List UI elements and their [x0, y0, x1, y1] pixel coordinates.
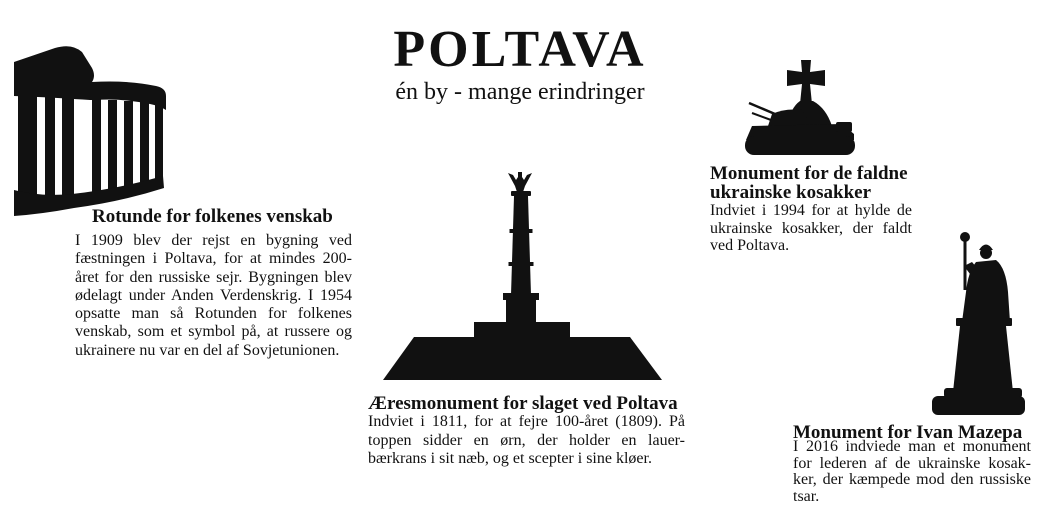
rotunda-column — [62, 96, 74, 197]
heading-line: Rotunde for folkenes venskab — [92, 206, 333, 227]
text-line: opsatte man så Rotunden for folkenes — [75, 305, 352, 323]
statue-base — [932, 396, 1025, 415]
heading-line: Monument for Ivan Mazepa — [793, 422, 1023, 443]
heading-line: Monument for de faldne — [710, 163, 908, 184]
text-line: fæstningen i Poltava, for at mindes 200- — [75, 250, 352, 268]
heading-line: Æresmonument for slaget ved Poltava — [368, 393, 678, 414]
pedestal-cornice — [503, 293, 539, 300]
text-line: bærkrans i sit næb, og et scepter i sine kløer. — [368, 450, 652, 467]
text-line: ker, der kæmpede mod den russiske — [793, 471, 1031, 488]
mazepa-statue-icon — [925, 228, 1030, 418]
column-ring — [510, 229, 533, 233]
text-line: ved Poltava. — [710, 237, 790, 254]
pedestal-cornice — [956, 318, 1012, 326]
text-line: året for den russiske sejr. Bygningen blev — [75, 268, 352, 286]
column-shaft — [511, 196, 531, 295]
rotunda-column — [92, 99, 101, 195]
text-line: Indviet i 1994 for at hylde de — [710, 202, 912, 219]
rotunde-text — [75, 232, 352, 360]
text-line: I 1909 blev der rejst en bygning ved — [75, 232, 352, 249]
tank-rear — [836, 122, 852, 132]
rotunde-heading — [92, 207, 333, 227]
pedestal-step — [474, 322, 570, 339]
monument-base — [383, 337, 662, 380]
text-line: ukrainere nu var en del af Sovjetunionen. — [75, 341, 340, 359]
text-line: toppen sidder en ørn, der holder en lauer- — [368, 431, 685, 449]
rotunda-column — [140, 102, 149, 187]
rotunda-icon — [10, 40, 170, 220]
rotunda-column — [108, 100, 117, 193]
tank-tracks — [745, 136, 855, 155]
cross-tank-monument-icon — [740, 55, 860, 160]
statue-hat — [979, 245, 993, 251]
cross — [787, 60, 825, 104]
text-line: Indviet i 1811, for at fejre 100-året (1809). På — [368, 413, 685, 430]
text-line: venskab, som et symbol på, at russere og — [75, 323, 352, 341]
aeresmonument-text — [368, 413, 685, 469]
column-capital — [511, 191, 531, 196]
text-line: I 2016 indviede man et monument — [793, 438, 1031, 455]
column-ring — [509, 262, 534, 266]
text-line: ukrainske kosakker, der faldt — [710, 219, 912, 237]
text-line: ødelagt under Anden Verdenskrig. I 1954 — [75, 286, 352, 304]
rotunda-column — [18, 94, 37, 208]
rotunda-column — [124, 101, 133, 190]
kosakker-text — [710, 202, 912, 255]
rotunda-column — [45, 96, 55, 198]
mazepa-text — [793, 439, 1031, 505]
pedestal — [506, 299, 536, 324]
heading-line: ukrainske kosakker — [710, 181, 872, 203]
rotunda-column — [155, 104, 163, 182]
kosakker-heading — [710, 165, 908, 202]
eagle — [508, 172, 532, 192]
pedestal — [953, 326, 1013, 392]
text-line: tsar. — [793, 487, 820, 505]
column-monument-icon — [380, 165, 666, 383]
tank-gun — [752, 113, 771, 120]
aeresmonument-heading — [368, 394, 678, 414]
page-title: POLTAVA — [393, 21, 647, 78]
text-line: for lederen af de ukrainske kosak- — [793, 454, 1031, 472]
page-subtitle: én by - mange erindringer — [395, 79, 645, 105]
